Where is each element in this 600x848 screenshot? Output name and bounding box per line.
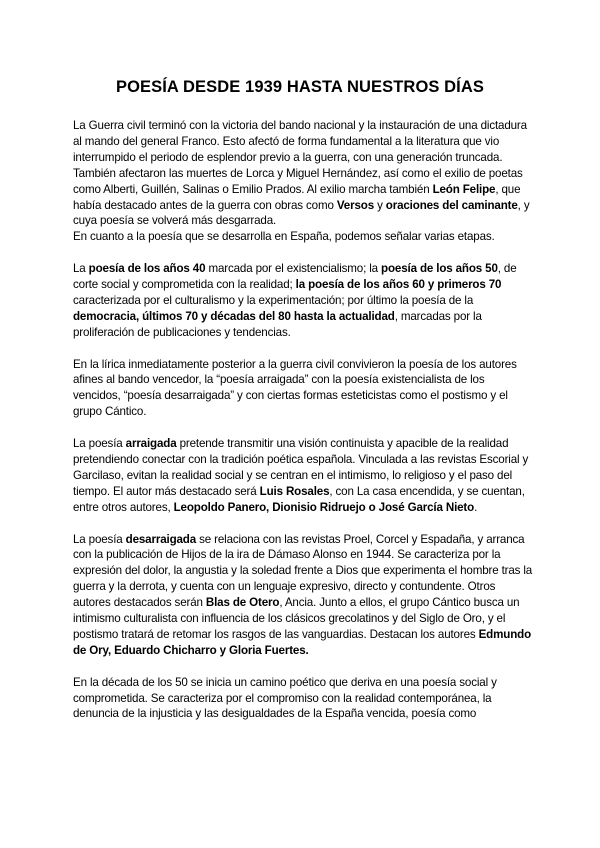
bold-text-run: poesía de los años 40 bbox=[88, 262, 206, 276]
text-run: marcada por el existencialismo; la bbox=[205, 262, 382, 276]
bold-text-run: Leopoldo Panero, Dionisio Ridruejo o José García Nieto bbox=[173, 500, 475, 514]
text-run: , marcadas por la proliferación de publicaciones y tendencias. bbox=[73, 309, 482, 339]
bold-text-run: Versos bbox=[336, 198, 374, 212]
text-run: , y cuya poesía se volverá más desgarrada. bbox=[73, 198, 530, 228]
bold-text-run: democracia, últimos 70 y décadas del 80 hasta la actualidad bbox=[73, 309, 395, 323]
bold-text-run: desarraigada bbox=[125, 532, 197, 546]
paragraph-intro bbox=[73, 118, 533, 229]
page-title: POESÍA DESDE 1939 HASTA NUESTROS DÍAS bbox=[115, 78, 484, 96]
text-run: La Guerra civil terminó con la victoria del bando nacional y la instauración de una dictadura al mando del general Franco. Esto afectó de forma fundamental a la literatura que vio interrumpido el periodo de esplendor previo a la guerra, con una generación truncada. También afectaron las muertes de Lorca y Miguel Hernández, así como el exilio de poetas como Alberti, Guillén, Salinas o Emilio Prados. Al exilio marcha también bbox=[73, 119, 527, 196]
paragraph-arraigada bbox=[73, 436, 533, 516]
bold-text-run: Luis Rosales bbox=[259, 484, 330, 498]
text-run: En la lírica inmediatamente posterior a la guerra civil convivieron la poesía de los autores afines al bando vencedor, la “poesía arraigada” con la poesía existencialista de los vencidos, “poesía desarraigada” y con ciertas formas esteticistas como el postismo y el grupo Cántico. bbox=[73, 357, 517, 419]
paragraph-etapas bbox=[73, 229, 533, 245]
bold-text-run: poesía de los años 50 bbox=[381, 262, 498, 276]
text-run: caracterizada por el culturalismo y la experimentación; por último la poesía de la bbox=[73, 293, 474, 307]
text-run: , Ancia. Junto a ellos, el grupo Cántico busca un intimismo culturalista con influencia de los clásicos grecolatinos y del Siglo de Oro, y el postismo tratará de retomar los rasgos de las vanguardias. Destacan los autores bbox=[73, 596, 520, 641]
text-run: En la década de los 50 se inicia un camino poético que deriva en una poesía social y comprometida. Se caracteriza por el compromiso con la realidad contemporánea, la denuncia de la injusticia y las desigualdades de la España vencida, poesía como bbox=[73, 675, 497, 721]
text-run: y bbox=[374, 198, 386, 212]
text-run: En cuanto a la poesía que se desarrolla en España, podemos señalar varias etapas. bbox=[73, 230, 495, 244]
bold-text-run: oraciones del caminante bbox=[385, 198, 518, 212]
text-run: . bbox=[474, 500, 478, 514]
text-run: , de corte social y comprometida con la realidad; bbox=[73, 262, 517, 292]
text-run: pretende transmitir una visión continuista y apacible de la realidad pretendiendo conectar con la tradición poética española. Vinculada a las revistas Escorial y Garcilaso, evitan la realidad social y se centran en el intimismo, lo religioso y el paso del tiempo. El autor más destacado será bbox=[73, 437, 529, 498]
paragraph-postwar bbox=[73, 357, 533, 421]
text-run: se relaciona con las revistas Proel, Corcel y Espadaña, y arranca con la publicación de Hijos de la ira de Dámaso Alonso en 1944. Se caracteriza por la expresión del dolor, la angustia y la soledad frente a Dios que experimenta el hombre tras la guerra y la derrota, y cuenta con un lenguaje expresivo, directo y contundente. Otros autores destacados serán bbox=[73, 532, 533, 610]
text-run: La bbox=[73, 262, 89, 276]
paragraph-overview bbox=[73, 261, 533, 341]
text-run: , con La casa encendida, y se cuentan, entre otros autores, bbox=[73, 484, 525, 514]
paragraph-desarraigada bbox=[73, 532, 533, 659]
text-run: La poesía bbox=[73, 437, 126, 451]
bold-text-run: la poesía de los años 60 y primeros 70 bbox=[295, 278, 502, 292]
bold-text-run: arraigada bbox=[125, 437, 177, 451]
bold-text-run: Edmundo de Ory, Eduardo Chicharro y Gloria Fuertes. bbox=[73, 627, 531, 657]
text-run: La poesía bbox=[73, 532, 126, 546]
bold-text-run: León Felipe bbox=[432, 182, 496, 196]
bold-text-run: Blas de Otero bbox=[205, 596, 280, 610]
document-body bbox=[73, 118, 533, 722]
text-run: , que había destacado antes de la guerra con obras como bbox=[73, 182, 521, 212]
paragraph-social bbox=[73, 675, 533, 723]
